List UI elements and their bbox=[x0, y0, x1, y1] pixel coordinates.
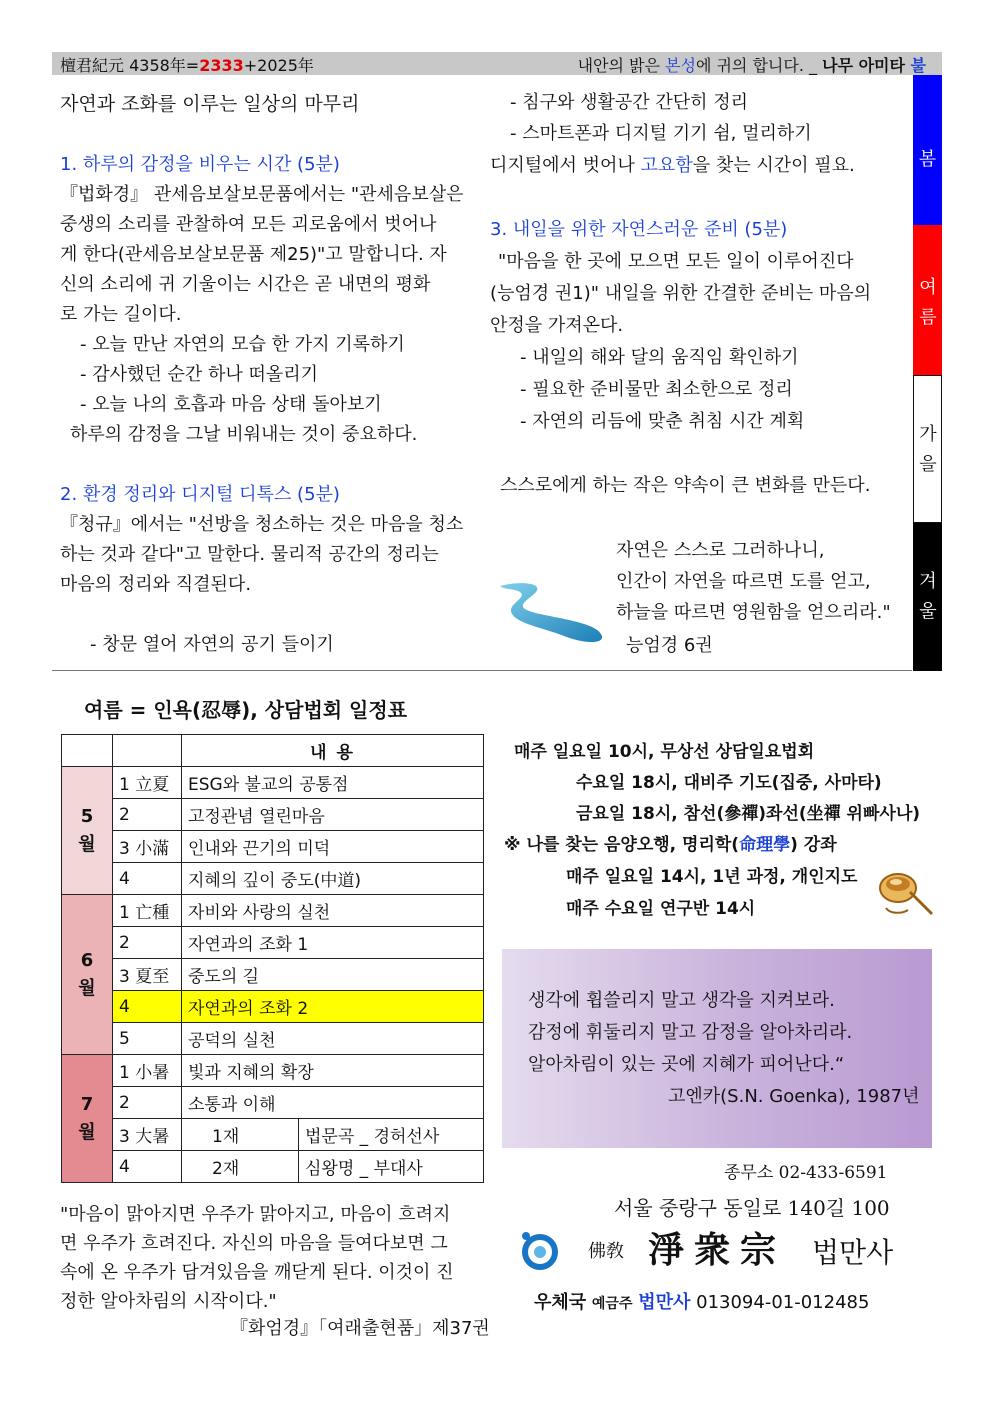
river-illustration bbox=[494, 578, 606, 648]
section1-line: 『법화경』 관세음보살보문품에서는 "관세음보살은 bbox=[60, 184, 464, 205]
table-row bbox=[62, 1119, 484, 1151]
section2-item: - 스마트폰과 디지털 기기 쉼, 멀리하기 bbox=[510, 123, 812, 144]
content-cell: 자연과의 조화 1 bbox=[182, 927, 484, 959]
content-cell: ESG와 불교의 공통점 bbox=[182, 767, 484, 799]
temple-name: 법만사 bbox=[812, 1236, 894, 1269]
hwaeom-line: "마음이 맑아지면 우주가 맑아지고, 마음이 흐려지 bbox=[60, 1204, 451, 1225]
singing-bowl-icon bbox=[872, 868, 934, 918]
season-autumn: 가을 bbox=[913, 375, 942, 523]
week-cell: 2 bbox=[113, 927, 182, 959]
section1-item: - 오늘 만난 자연의 모습 한 가지 기록하기 bbox=[80, 334, 405, 355]
week-cell: 4 bbox=[113, 863, 182, 895]
table-header-row bbox=[62, 735, 484, 767]
section2-item: - 침구와 생활공간 간단히 정리 bbox=[510, 92, 749, 113]
season-winter: 겨울 bbox=[913, 523, 942, 671]
section3-line: 안정을 가져온다. bbox=[490, 315, 624, 336]
section1-line: 게 한다(관세음보살보문품 제25)"고 말합니다. 자 bbox=[60, 244, 447, 265]
class-line: 매주 일요일 14시, 1년 과정, 개인지도 bbox=[566, 867, 858, 887]
section3-item: - 필요한 준비물만 최소한으로 정리 bbox=[520, 379, 793, 400]
address: 서울 중랑구 동일로 140길 100 bbox=[614, 1196, 890, 1220]
section2-line: 마음의 정리와 직결된다. bbox=[60, 574, 252, 595]
hwaeom-source: 『화엄경』「여래출현품」제37권 bbox=[230, 1318, 490, 1339]
section3-item: - 자연의 리듬에 맞춘 취침 시간 계획 bbox=[520, 411, 805, 432]
week-cell: 5 bbox=[113, 1023, 182, 1055]
service-line: 매주 일요일 10시, 무상선 상담일요법회 bbox=[514, 742, 815, 762]
section1-line: 로 가는 길이다. bbox=[60, 304, 182, 325]
section1-conclusion: 하루의 감정을 그날 비워내는 것이 중요하다. bbox=[70, 424, 418, 445]
service-line: 수요일 18시, 대비주 기도(집중, 사마타) bbox=[576, 773, 882, 793]
verse-line: 하늘을 따르면 영원함을 얻으리라." bbox=[616, 602, 891, 623]
table-row-highlighted bbox=[62, 991, 484, 1023]
section3-closing: 스스로에게 하는 작은 약속이 큰 변화를 만든다. bbox=[500, 475, 871, 496]
content-cell: 인내와 끈기의 미덕 bbox=[182, 831, 484, 863]
section3-line: (능엄경 권1)" 내일을 위한 간결한 준비는 마음의 bbox=[490, 283, 872, 304]
verse-line: 인간이 자연을 따르면 도를 얻고, bbox=[616, 571, 871, 592]
month-may: 5 월 bbox=[62, 767, 113, 895]
hwaeom-line: 속에 온 우주가 담겨있음을 깨닫게 된다. 이것이 진 bbox=[60, 1262, 454, 1283]
goenka-line: 감정에 휘둘리지 말고 감정을 알아차리라. bbox=[528, 1022, 853, 1043]
content-cell: 빛과 지혜의 확장 bbox=[182, 1055, 484, 1087]
table-row bbox=[62, 959, 484, 991]
week-cell: 2 bbox=[113, 799, 182, 831]
class-note: ※ 나를 찾는 음양오행, 명리학(命理學) 강좌 bbox=[504, 835, 837, 855]
section3-line: "마음을 한 곳에 모으면 모든 일이 이루어진다 bbox=[498, 251, 854, 272]
class-line: 매주 수요일 연구반 14시 bbox=[566, 899, 756, 919]
section1-item: - 오늘 나의 호흡과 마음 상태 돌아보기 bbox=[80, 394, 382, 415]
week-cell: 4 bbox=[113, 991, 182, 1023]
table-row bbox=[62, 767, 484, 799]
week-cell: 3 小滿 bbox=[113, 831, 182, 863]
section1-line: 신의 소리에 귀 기울이는 시간은 곧 내면의 평화 bbox=[60, 274, 431, 295]
table-row bbox=[62, 799, 484, 831]
temple-logo-icon bbox=[518, 1230, 564, 1272]
week-cell: 3 大暑 bbox=[113, 1119, 182, 1151]
season-spring: 봄 bbox=[913, 75, 942, 225]
content-cell: 소통과 이해 bbox=[182, 1087, 484, 1119]
bank-account: 우체국 예금주 법만사 013094-01-012485 bbox=[534, 1292, 870, 1313]
week-cell: 1 亡種 bbox=[113, 895, 182, 927]
week-cell: 2 bbox=[113, 1087, 182, 1119]
office-phone: 종무소 02-433-6591 bbox=[724, 1163, 888, 1183]
hwaeom-line: 정한 알아차림의 시작이다." bbox=[60, 1291, 277, 1312]
week-cell: 4 bbox=[113, 1151, 182, 1183]
schedule-title: 여름 = 인욕(忍辱), 상담법회 일정표 bbox=[84, 698, 408, 722]
sect-name: 淨衆宗 bbox=[648, 1229, 787, 1271]
table-header: 내 용 bbox=[182, 735, 484, 767]
content-cell: 자비와 사랑의 실천 bbox=[182, 895, 484, 927]
content-cell: 중도의 길 bbox=[182, 959, 484, 991]
table-row bbox=[62, 831, 484, 863]
season-summer: 여름 bbox=[913, 225, 942, 375]
section2-line: 하는 것과 같다"고 말한다. 물리적 공간의 정리는 bbox=[60, 544, 439, 565]
hwaeom-line: 면 우주가 흐려진다. 자신의 마음을 들여다보면 그 bbox=[60, 1233, 448, 1254]
week-cell: 3 夏至 bbox=[113, 959, 182, 991]
section3-heading: 3. 내일을 위한 자연스러운 준비 (5분) bbox=[490, 219, 788, 240]
section1-item: - 감사했던 순간 하나 떠올리기 bbox=[80, 364, 319, 385]
article-title: 자연과 조화를 이루는 일상의 마무리 bbox=[60, 93, 360, 115]
section1-heading: 1. 하루의 감정을 비우는 시간 (5분) bbox=[60, 154, 340, 175]
table-row bbox=[62, 927, 484, 959]
table-row bbox=[62, 1055, 484, 1087]
goenka-attribution: 고엔카(S.N. Goenka), 1987년 bbox=[668, 1086, 920, 1107]
content-cell: 2재 bbox=[182, 1151, 299, 1183]
verse-line: 자연은 스스로 그러하나니, bbox=[616, 540, 825, 561]
table-row bbox=[62, 1023, 484, 1055]
section2-item: - 창문 열어 자연의 공기 들이기 bbox=[90, 634, 334, 655]
table-row bbox=[62, 895, 484, 927]
content-extra-cell: 법문곡 _ 경허선사 bbox=[299, 1119, 484, 1151]
section-divider bbox=[52, 670, 912, 671]
section2-conclusion: 디지털에서 벗어나 고요함을 찾는 시간이 필요. bbox=[490, 155, 855, 176]
service-line: 금요일 18시, 참선(參禪)좌선(坐禪 위빠사나) bbox=[576, 804, 921, 824]
verse-source: 능엄경 6권 bbox=[626, 635, 713, 656]
content-cell: 공덕의 실천 bbox=[182, 1023, 484, 1055]
schedule-table bbox=[61, 734, 484, 1183]
content-cell: 1재 bbox=[182, 1119, 299, 1151]
section3-item: - 내일의 해와 달의 움직임 확인하기 bbox=[520, 347, 799, 368]
table-row bbox=[62, 1151, 484, 1183]
content-cell: 지혜의 깊이 중도(中道) bbox=[182, 863, 484, 895]
month-july: 7 월 bbox=[62, 1055, 113, 1183]
content-extra-cell: 심왕명 _ 부대사 bbox=[299, 1151, 484, 1183]
table-row bbox=[62, 863, 484, 895]
era-text: 檀君紀元 4358年=2333+2025年 bbox=[60, 56, 314, 75]
sect-label: 佛敎 bbox=[588, 1241, 624, 1262]
goenka-quote-box bbox=[502, 949, 932, 1148]
motto-text: 내안의 밝은 본성에 귀의 합니다. _ 나무 아미타 불 bbox=[577, 56, 926, 75]
section2-line: 『청규』에서는 "선방을 청소하는 것은 마음을 청소 bbox=[60, 514, 464, 535]
section1-line: 중생의 소리를 관찰하여 모든 괴로움에서 벗어나 bbox=[60, 214, 437, 235]
goenka-line: 알아차림이 있는 곳에 지혜가 피어난다.“ bbox=[528, 1054, 845, 1075]
header-bar bbox=[52, 52, 942, 75]
week-cell: 1 小暑 bbox=[113, 1055, 182, 1087]
table-row bbox=[62, 1087, 484, 1119]
content-cell: 자연과의 조화 2 bbox=[182, 991, 484, 1023]
week-cell: 1 立夏 bbox=[113, 767, 182, 799]
month-june: 6 월 bbox=[62, 895, 113, 1055]
section2-heading: 2. 환경 정리와 디지털 디톡스 (5분) bbox=[60, 484, 340, 505]
goenka-line: 생각에 휩쓸리지 말고 생각을 지켜보라. bbox=[528, 990, 835, 1011]
content-cell: 고정관념 열린마음 bbox=[182, 799, 484, 831]
